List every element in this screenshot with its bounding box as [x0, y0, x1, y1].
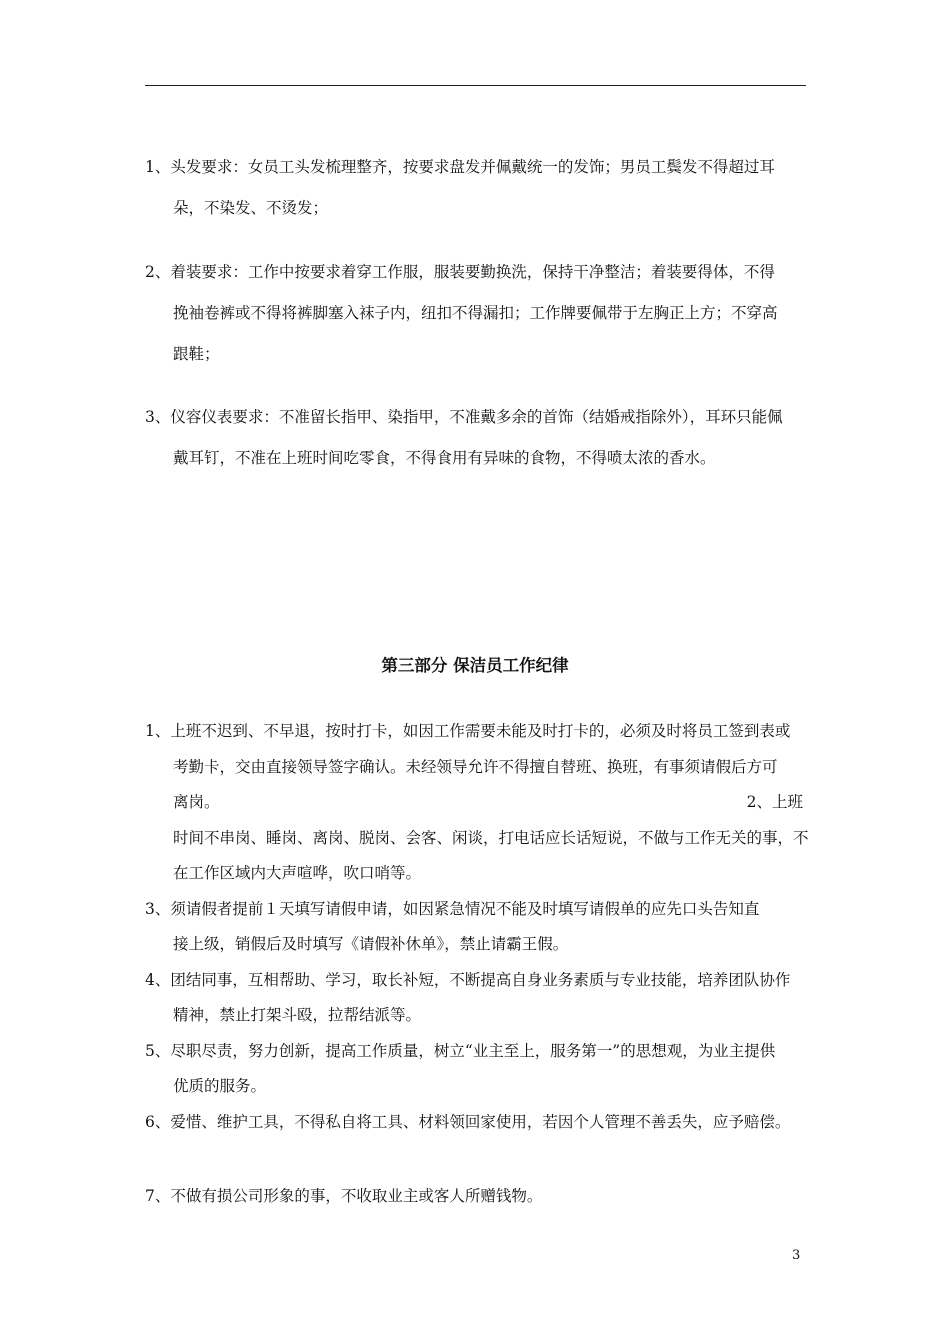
item-line: 朵，不染发、不烫发；	[173, 199, 329, 217]
item-line: 5、尽职尽责，努力创新，提高工作质量，树立“业主至上，服务第一”的思想观，为业主提供	[145, 1041, 776, 1060]
section-title: 第三部分 保洁员工作纪律	[381, 656, 569, 675]
item-line: 3、仪容仪表要求：不准留长指甲、染指甲，不准戴多余的首饰（结婚戒指除外），耳环只能佩	[145, 408, 783, 426]
item-line	[145, 785, 807, 821]
item-line: 优质的服务。	[173, 1077, 267, 1095]
item-line: 1、头发要求：女员工头发梳理整齐，按要求盘发并佩戴统一的发饰；男员工鬓发不得超过耳	[145, 158, 775, 176]
item-line: 精神，禁止打架斗殴，拉帮结派等。	[173, 1006, 422, 1024]
item-line: 接上级，销假后及时填写《请假补休单》，禁止请霸王假。	[173, 935, 569, 953]
item-line: 时间不串岗、睡岗、离岗、脱岗、会客、闲谈，打电话应长话短说，不做与工作无关的事，不	[173, 828, 809, 847]
header-rule	[145, 85, 806, 86]
page-number: 3	[792, 1248, 801, 1263]
item-line: 3、须请假者提前１天填写请假申请，如因紧急情况不能及时填写请假单的应先口头告知直	[145, 899, 760, 918]
item-line: 6、爱惜、维护工具，不得私自将工具、材料领回家使用，若因个人管理不善丢失，应予赔偿。	[145, 1112, 791, 1131]
item2-start-text: 2、上班	[746, 793, 803, 811]
discipline-item-1	[145, 714, 807, 1140]
hair-requirement-item	[145, 147, 807, 229]
item-line: 考勤卡，交由直接领导签字确认。未经领导允许不得擅自替班、换班，有事须请假后方可	[173, 757, 778, 776]
item-line: 4、团结同事，互相帮助、学习，取长补短，不断提高自身业务素质与专业技能，培养团队协作	[145, 970, 791, 989]
item-line: 1、上班不迟到、不早退，按时打卡，如因工作需要未能及时打卡的，必须及时将员工签到表或	[145, 722, 791, 740]
discipline-item-7	[145, 1176, 807, 1217]
dress-requirement-item	[145, 252, 807, 375]
item-line: 2、着装要求：工作中按要求着穿工作服，服装要勤换洗，保持干净整洁；着装要得体，不得	[145, 263, 775, 281]
item-line: 跟鞋；	[173, 345, 220, 363]
item-line: 戴耳钉，不准在上班时间吃零食，不得食用有异味的食物，不得喷太浓的香水。	[173, 449, 716, 467]
item-line: 7、不做有损公司形象的事，不收取业主或客人所赠钱物。	[145, 1187, 543, 1205]
item-line: 在工作区域内大声喧哗，吹口哨等。	[173, 864, 422, 882]
appearance-requirement-item	[145, 397, 807, 479]
item-line-text: 离岗。	[173, 793, 220, 811]
item-line: 挽袖卷裤或不得将裤脚塞入袜子内，纽扣不得漏扣；工作牌要佩带于左胸正上方；不穿高	[173, 304, 778, 322]
